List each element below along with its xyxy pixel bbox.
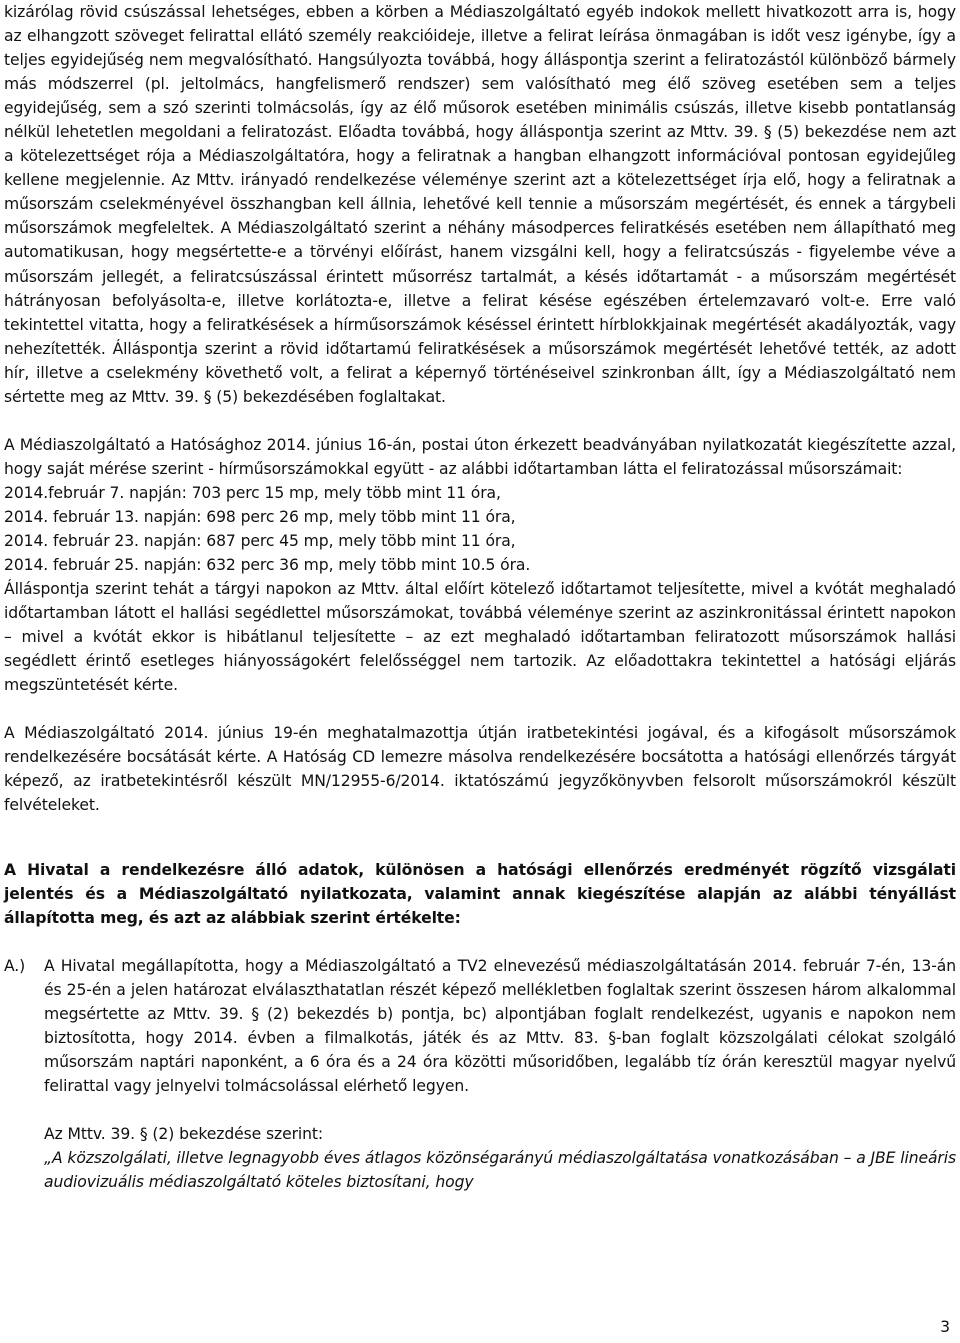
paragraph-findings-heading: A Hivatal a rendelkezésre álló adatok, különösen a hatósági ellenőrzés eredményét rögzítő vizsgálati jelentés és a Médiaszolgáltató nyilatkozata, valamint annak kiegészítése alapján az alábbi tényállást állapította meg, és azt az alábbiak szerint értékelte: [4,860,956,927]
paragraph-file-inspection: A Médiaszolgáltató 2014. június 19-én meghatalmazottja útján iratbetekintési jogával, és a kifogásolt műsorszámok rendelkezésére bocsátását kérte. A Hatóság CD lemezre másolva rendelkezésére bocsátotta a hatósági ellenőrzés tárgyát képező, az iratbetekintésről készült MN/12955-6/2014. iktatószámú jegyzőkönyvben felsorolt műsorszámokról készült felvételeket. [4,724,956,815]
spacer [4,1098,956,1122]
spacer [4,697,956,721]
paragraph-defense-argument: kizárólag rövid csúszással lehetséges, ebben a körben a Médiaszolgáltató egyéb indokok mellett hivatkozott arra is, hogy az elhangzott szöveget felirattal ellátó személy reakcióideje, illetve a felirat leírása önmagában is időt vesz igénybe, így a teljes egyidejűség nem megvalósítható. Hangsúlyozta továbbá, hogy álláspontja szerint a feliratozástól különböző bármely más módszerrel (pl. jeltolmács, hangfelismerő rendszer) sem valósítható meg élő szöveg esetében sem a teljes egyidejűség, sem a szó szerinti tolmácsolás, így az élő műsorok esetében minimális csúszás, illetve kisebb pontatlanság nélkül lehetetlen megoldani a feliratozást. Előadta továbbá, hogy álláspontja szerint az Mttv. 39. § (5) bekezdése nem azt a kötelezettséget rója a Médiaszolgáltatóra, hogy a feliratnak a hangban elhangzott információval pontosan egyidejűleg kellene megjelennie. Az Mttv. irányadó rendelkezése véleménye szerint azt a kötelezettséget írja elő, hogy a feliratnak a műsorszám cselekményével összhangban kell állnia, lehetővé kell tennie a műsorszám megértését, és ennek a tárgybeli műsorszámok megfeleltek. A Médiaszolgáltató szerint a néhány másodperces feliratkésés esetében nem állapítható meg automatikusan, hogy megsértette-e a törvényi előírást, hanem vizsgálni kell, hogy a feliratcsúszás - figyelembe véve a műsorszám jellegét, a feliratcsúszással érintett műsorrész tartalmát, a késés időtartamát - a műsorszám megértését hátrányosan befolyásolta-e, illetve korlátozta-e, illetve a felirat késése egészében értelemzavaró volt-e. Erre való tekintettel vitatta, hogy a feliratkésések a hírműsorszámok késéssel érintett hírblokkjainak megértését akadályozták, vagy nehezítették. Álláspontja szerint a rövid időtartamú feliratkésések a műsorszámok megértését lehetővé tették, az adott hír, illetve a cselekmény követhető volt, a felirat a képernyő történéseivel szinkronban állt, így a Médiaszolgáltató nem sértette meg az Mttv. 39. § (5) bekezdésében foglaltakat. [4,3,956,406]
list-item-feb-7: 2014.február 7. napján: 703 perc 15 mp, mely több mint 11 óra, [4,483,501,502]
paragraph-position-summary: Álláspontja szerint tehát a tárgyi napokon az Mttv. által előírt kötelező időtartamot teljesítette, mivel a kvótát meghaladó időtartamban látott el hallási segédlettel műsorszámokat, továbbá véleménye szerint az aszinkronitással érintett napokon – mivel a kvótát ekkor is hibátlanul teljesítette – az ezt meghaladó időtartamban feliratozott műsorszámok hallási segédlett érintő esetleges hiányosságokért felelősséggel nem tartozik. Az előadottakra tekintettel a hatósági eljárás megszüntetését kérte. [4,580,956,695]
quote-text: „A közszolgálati, illetve legnagyobb éves átlagos közönségarányú médiaszolgáltatása vonatkozásában – a JBE lineáris audiovizuális médiaszolgáltató köteles biztosítani, hogy [44,1148,956,1192]
list-item-feb-23: 2014. február 23. napján: 687 perc 45 mp, mely több mint 11 óra, [4,531,516,550]
spacer [4,818,956,858]
page-number: 3 [940,1318,950,1336]
document-body [4,0,956,1194]
quote-intro: Az Mttv. 39. § (2) bekezdése szerint: [44,1124,324,1143]
list-item-feb-13: 2014. február 13. napján: 698 perc 26 mp, mely több mint 11 óra, [4,507,516,526]
spacer [4,930,956,954]
list-item-feb-25: 2014. február 25. napján: 632 perc 36 mp, mely több mint 10.5 óra. [4,556,531,575]
paragraph-supplement-intro: A Médiaszolgáltató a Hatósághoz 2014. június 16-án, postai úton érkezett beadványában nyilatkozatát kiegészítette azzal, hogy saját mérése szerint - hírműsorszámokkal együtt - az alábbi időtartamban látta el feliratozással műsorszámait: [4,435,956,478]
finding-item-a [4,954,956,1098]
spacer [4,409,956,433]
finding-item-text: A Hivatal megállapította, hogy a Médiaszolgáltató a TV2 elnevezésű médiaszolgáltatásán 2014. február 7-én, 13-án és 25-én a jelen határozat elválaszthatatlan részét képező mellékletben foglaltak szerint összesen három alkalommal megsértette az Mttv. 39. § (2) bekezdés b) pontja, bc) alpontjában foglalt rendelkezést, ugyanis e napokon nem biztosította, hogy 2014. évben a filmalkotás, játék és az Mttv. 83. §-ban foglalt közszolgálati célokat szolgáló műsorszám naptári naponként, a 6 óra és a 24 óra közötti műsoridőben, legalább tíz órán keresztül magyar nyelvű felirattal vagy jelnyelvi tolmácsolással elérhető legyen. [44,956,956,1095]
finding-item-label: A.) [4,956,26,975]
